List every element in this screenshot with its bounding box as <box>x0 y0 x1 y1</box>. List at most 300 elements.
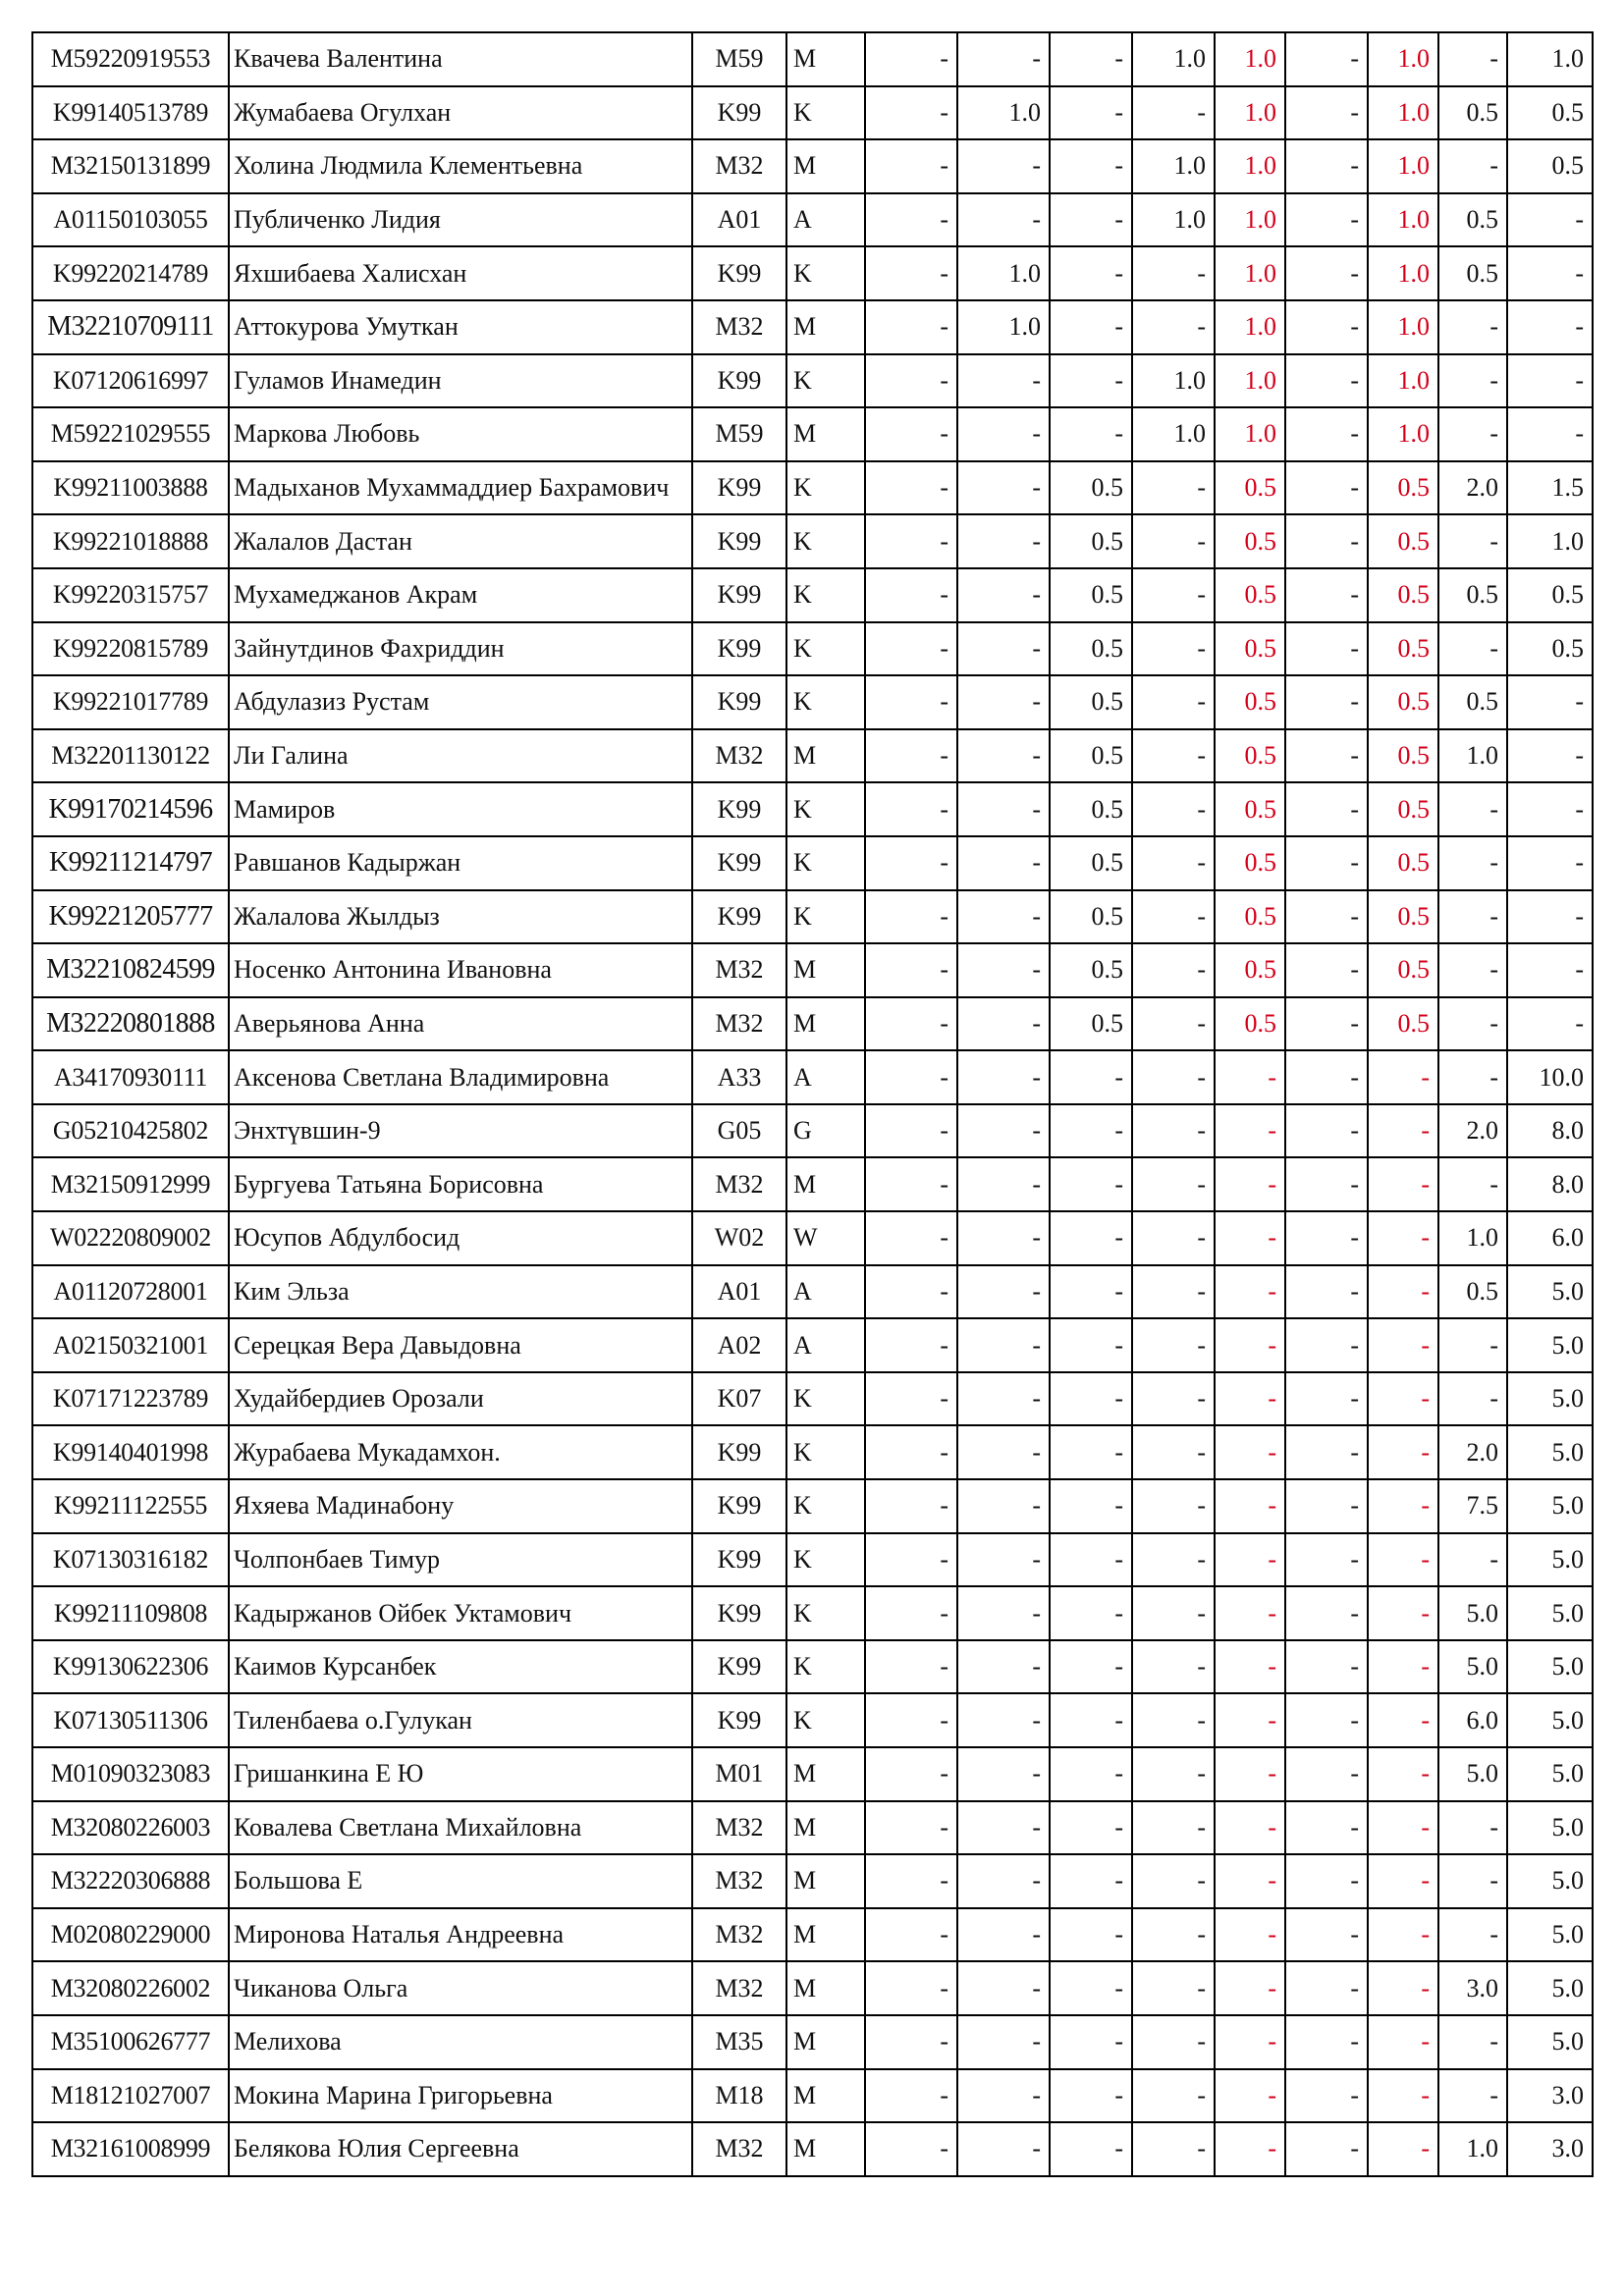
row-value-cell: - <box>1285 1533 1368 1587</box>
row-name-cell: Худайбердиев Орозали <box>229 1372 692 1426</box>
row-id-cell: K99140401998 <box>32 1425 229 1479</box>
row-id-cell: M32220801888 <box>32 997 229 1051</box>
row-value-cell: - <box>1438 1050 1507 1104</box>
row-value-cell: - <box>865 1801 957 1855</box>
row-value-cell: - <box>957 1318 1050 1372</box>
row-letter-cell: M <box>786 997 865 1051</box>
row-value-cell: - <box>1438 407 1507 461</box>
row-value-cell: - <box>1285 836 1368 890</box>
row-value-cell: 1.0 <box>957 86 1050 140</box>
row-value-cell: 8.0 <box>1507 1104 1593 1158</box>
table-row <box>32 1908 1593 1962</box>
row-value-cell: - <box>1438 1157 1507 1211</box>
row-value-cell: - <box>957 1104 1050 1158</box>
row-value-cell: - <box>1132 1533 1215 1587</box>
row-name-cell: Публиченко Лидия <box>229 193 692 247</box>
table-row <box>32 32 1593 86</box>
row-value-cell: - <box>1132 1640 1215 1694</box>
row-code-cell: K99 <box>692 568 786 622</box>
row-value-cell: - <box>957 675 1050 729</box>
row-value-cell: - <box>1215 1211 1285 1265</box>
row-value-cell: - <box>1132 300 1215 354</box>
row-letter-cell: M <box>786 2069 865 2123</box>
row-letter-cell: M <box>786 1854 865 1908</box>
row-letter-cell: M <box>786 2015 865 2069</box>
row-value-cell: - <box>1050 1425 1132 1479</box>
row-value-cell: - <box>1215 2122 1285 2176</box>
row-value-cell: - <box>1285 1747 1368 1801</box>
row-value-cell: 5.0 <box>1507 1640 1593 1694</box>
row-value-cell: - <box>1215 1908 1285 1962</box>
row-value-cell: - <box>1132 943 1215 997</box>
row-value-cell: - <box>1285 943 1368 997</box>
row-value-cell: - <box>1368 1318 1438 1372</box>
row-value-cell: - <box>1368 1372 1438 1426</box>
row-value-cell: 0.5 <box>1438 246 1507 300</box>
row-value-cell: 0.5 <box>1215 943 1285 997</box>
table-row <box>32 1372 1593 1426</box>
row-value-cell: - <box>1368 1104 1438 1158</box>
row-id-cell: K99221205777 <box>32 890 229 944</box>
row-value-cell: - <box>957 1693 1050 1747</box>
row-code-cell: M18 <box>692 2069 786 2123</box>
row-value-cell: - <box>957 139 1050 193</box>
row-value-cell: - <box>957 1372 1050 1426</box>
row-value-cell: - <box>1507 675 1593 729</box>
row-value-cell: - <box>865 2122 957 2176</box>
row-code-cell: K99 <box>692 836 786 890</box>
table-row <box>32 997 1593 1051</box>
row-name-cell: Серецкая Вера Давыдовна <box>229 1318 692 1372</box>
row-value-cell: - <box>957 193 1050 247</box>
row-value-cell: - <box>1132 890 1215 944</box>
row-code-cell: K99 <box>692 1693 786 1747</box>
row-value-cell: - <box>957 729 1050 783</box>
row-value-cell: - <box>1438 622 1507 676</box>
table-row <box>32 1157 1593 1211</box>
row-id-cell: W02220809002 <box>32 1211 229 1265</box>
row-value-cell: - <box>865 568 957 622</box>
row-value-cell: - <box>1132 675 1215 729</box>
row-name-cell: Квачева Валентина <box>229 32 692 86</box>
row-value-cell: - <box>1132 2015 1215 2069</box>
row-letter-cell: K <box>786 675 865 729</box>
row-value-cell: - <box>1050 1372 1132 1426</box>
row-value-cell: 2.0 <box>1438 461 1507 515</box>
table-row <box>32 1479 1593 1533</box>
row-value-cell: - <box>1215 1961 1285 2015</box>
row-value-cell: - <box>865 1961 957 2015</box>
row-letter-cell: K <box>786 568 865 622</box>
row-value-cell: - <box>1132 2122 1215 2176</box>
row-value-cell: 3.0 <box>1507 2122 1593 2176</box>
row-value-cell: 0.5 <box>1438 568 1507 622</box>
row-value-cell: 0.5 <box>1050 890 1132 944</box>
row-code-cell: K99 <box>692 1479 786 1533</box>
row-value-cell: - <box>1285 1854 1368 1908</box>
row-value-cell: - <box>1368 1425 1438 1479</box>
table-row <box>32 354 1593 408</box>
row-value-cell: - <box>865 1533 957 1587</box>
row-name-cell: Юсупов Абдулбосид <box>229 1211 692 1265</box>
row-value-cell: - <box>865 1050 957 1104</box>
row-value-cell: - <box>865 1479 957 1533</box>
row-value-cell: - <box>1050 193 1132 247</box>
table-row <box>32 2069 1593 2123</box>
row-value-cell: - <box>1215 1318 1285 1372</box>
row-value-cell: - <box>957 32 1050 86</box>
row-value-cell: - <box>1438 1908 1507 1962</box>
row-value-cell: - <box>1050 1747 1132 1801</box>
row-letter-cell: A <box>786 1050 865 1104</box>
table-row <box>32 568 1593 622</box>
row-value-cell: - <box>1050 2069 1132 2123</box>
row-value-cell: - <box>957 1533 1050 1587</box>
row-value-cell: - <box>957 514 1050 568</box>
row-value-cell: - <box>1215 1372 1285 1426</box>
row-value-cell: - <box>1050 139 1132 193</box>
table-row <box>32 1854 1593 1908</box>
row-value-cell: 1.0 <box>1507 514 1593 568</box>
row-value-cell: 1.0 <box>1215 32 1285 86</box>
table-row <box>32 1640 1593 1694</box>
row-value-cell: 0.5 <box>1215 461 1285 515</box>
row-value-cell: - <box>1285 890 1368 944</box>
row-id-cell: K99211214797 <box>32 836 229 890</box>
row-code-cell: M32 <box>692 1157 786 1211</box>
row-value-cell: - <box>957 622 1050 676</box>
row-value-cell: - <box>1368 2015 1438 2069</box>
row-value-cell: - <box>1132 1961 1215 2015</box>
table-row <box>32 890 1593 944</box>
row-value-cell: - <box>1132 1318 1215 1372</box>
row-value-cell: - <box>1438 1318 1507 1372</box>
row-value-cell: - <box>1050 1640 1132 1694</box>
row-value-cell: 0.5 <box>1438 1265 1507 1319</box>
row-code-cell: A33 <box>692 1050 786 1104</box>
row-value-cell: - <box>1132 1050 1215 1104</box>
row-letter-cell: K <box>786 1586 865 1640</box>
row-letter-cell: M <box>786 1747 865 1801</box>
row-name-cell: Мамиров <box>229 782 692 836</box>
row-value-cell: - <box>1215 1533 1285 1587</box>
row-value-cell: 0.5 <box>1368 890 1438 944</box>
row-value-cell: - <box>1438 1854 1507 1908</box>
row-value-cell: - <box>1132 1801 1215 1855</box>
row-value-cell: - <box>1050 1479 1132 1533</box>
row-value-cell: - <box>1438 514 1507 568</box>
row-value-cell: 0.5 <box>1050 782 1132 836</box>
row-value-cell: 5.0 <box>1507 1372 1593 1426</box>
row-value-cell: - <box>865 139 957 193</box>
row-value-cell: - <box>1285 246 1368 300</box>
row-value-cell: 1.0 <box>1215 193 1285 247</box>
row-value-cell: - <box>957 1265 1050 1319</box>
row-value-cell: - <box>1285 1372 1368 1426</box>
row-value-cell: - <box>1132 514 1215 568</box>
row-code-cell: K07 <box>692 1372 786 1426</box>
row-value-cell: - <box>957 782 1050 836</box>
row-id-cell: M02080229000 <box>32 1908 229 1962</box>
row-value-cell: - <box>1215 1265 1285 1319</box>
row-value-cell: - <box>1285 1318 1368 1372</box>
row-value-cell: - <box>865 1908 957 1962</box>
row-name-cell: Абдулазиз Рустам <box>229 675 692 729</box>
row-value-cell: - <box>1050 86 1132 140</box>
table-row <box>32 407 1593 461</box>
row-value-cell: - <box>1132 1854 1215 1908</box>
row-value-cell: 0.5 <box>1368 943 1438 997</box>
row-value-cell: - <box>1507 193 1593 247</box>
row-value-cell: - <box>1285 1908 1368 1962</box>
row-value-cell: 1.0 <box>1368 139 1438 193</box>
row-value-cell: - <box>1368 1747 1438 1801</box>
row-code-cell: K99 <box>692 890 786 944</box>
row-id-cell: K99221018888 <box>32 514 229 568</box>
row-code-cell: M32 <box>692 1961 786 2015</box>
row-value-cell: 0.5 <box>1215 514 1285 568</box>
row-value-cell: - <box>1368 1801 1438 1855</box>
table-row <box>32 1318 1593 1372</box>
row-value-cell: - <box>1132 461 1215 515</box>
row-name-cell: Белякова Юлия Сергеевна <box>229 2122 692 2176</box>
row-id-cell: M32210824599 <box>32 943 229 997</box>
row-value-cell: - <box>1285 1693 1368 1747</box>
row-value-cell: 5.0 <box>1507 1801 1593 1855</box>
row-value-cell: 6.0 <box>1438 1693 1507 1747</box>
row-id-cell: K07120616997 <box>32 354 229 408</box>
row-id-cell: M35100626777 <box>32 2015 229 2069</box>
table-row <box>32 1533 1593 1587</box>
row-value-cell: - <box>1050 1854 1132 1908</box>
row-letter-cell: M <box>786 2122 865 2176</box>
row-value-cell: - <box>1132 246 1215 300</box>
row-value-cell: - <box>1050 1211 1132 1265</box>
row-value-cell: - <box>957 890 1050 944</box>
row-value-cell: - <box>957 354 1050 408</box>
table-row <box>32 836 1593 890</box>
row-value-cell: 1.5 <box>1507 461 1593 515</box>
table-row <box>32 1586 1593 1640</box>
row-value-cell: - <box>865 354 957 408</box>
row-value-cell: 1.0 <box>1215 139 1285 193</box>
row-value-cell: - <box>1132 1211 1215 1265</box>
row-value-cell: - <box>865 943 957 997</box>
row-value-cell: 0.5 <box>1215 997 1285 1051</box>
row-value-cell: 5.0 <box>1438 1586 1507 1640</box>
row-id-cell: M32080226002 <box>32 1961 229 2015</box>
row-letter-cell: M <box>786 139 865 193</box>
row-value-cell: - <box>1050 1586 1132 1640</box>
row-value-cell: - <box>865 2015 957 2069</box>
row-value-cell: - <box>1132 622 1215 676</box>
row-value-cell: - <box>865 1586 957 1640</box>
row-value-cell: 1.0 <box>1438 729 1507 783</box>
row-value-cell: - <box>1215 1640 1285 1694</box>
row-value-cell: - <box>1050 1265 1132 1319</box>
row-name-cell: Холина Людмила Клементьевна <box>229 139 692 193</box>
row-letter-cell: M <box>786 407 865 461</box>
row-value-cell: - <box>865 1318 957 1372</box>
row-value-cell: - <box>1285 729 1368 783</box>
row-letter-cell: M <box>786 729 865 783</box>
row-value-cell: - <box>865 461 957 515</box>
row-value-cell: - <box>1132 1908 1215 1962</box>
row-name-cell: Чолпонбаев Тимур <box>229 1533 692 1587</box>
row-value-cell: 1.0 <box>1215 86 1285 140</box>
row-value-cell: - <box>1368 1693 1438 1747</box>
row-id-cell: K99221017789 <box>32 675 229 729</box>
row-letter-cell: K <box>786 1640 865 1694</box>
row-value-cell: - <box>1438 782 1507 836</box>
row-letter-cell: K <box>786 1693 865 1747</box>
row-value-cell: 1.0 <box>1368 246 1438 300</box>
row-value-cell: - <box>957 1854 1050 1908</box>
row-value-cell: - <box>1215 1479 1285 1533</box>
row-value-cell: - <box>1132 782 1215 836</box>
row-value-cell: - <box>1368 1050 1438 1104</box>
row-value-cell: - <box>1368 1211 1438 1265</box>
row-code-cell: M32 <box>692 943 786 997</box>
row-code-cell: W02 <box>692 1211 786 1265</box>
row-name-cell: Яхшибаева Халисхан <box>229 246 692 300</box>
row-value-cell: - <box>1368 1265 1438 1319</box>
row-value-cell: - <box>1368 1479 1438 1533</box>
row-value-cell: - <box>957 1479 1050 1533</box>
row-name-cell: Зайнутдинов Фахриддин <box>229 622 692 676</box>
row-value-cell: 3.0 <box>1507 2069 1593 2123</box>
row-value-cell: - <box>957 1801 1050 1855</box>
row-value-cell: 1.0 <box>1132 354 1215 408</box>
row-name-cell: Большова Е <box>229 1854 692 1908</box>
row-value-cell: - <box>1368 1961 1438 2015</box>
row-letter-cell: M <box>786 943 865 997</box>
row-value-cell: - <box>957 836 1050 890</box>
row-value-cell: - <box>1050 2122 1132 2176</box>
row-value-cell: - <box>1215 1586 1285 1640</box>
row-value-cell: 1.0 <box>1368 193 1438 247</box>
row-value-cell: - <box>957 407 1050 461</box>
row-value-cell: - <box>1438 2015 1507 2069</box>
row-code-cell: M01 <box>692 1747 786 1801</box>
row-value-cell: 1.0 <box>1132 193 1215 247</box>
row-value-cell: - <box>865 782 957 836</box>
row-value-cell: - <box>1507 836 1593 890</box>
row-value-cell: - <box>957 1211 1050 1265</box>
row-letter-cell: K <box>786 1479 865 1533</box>
row-value-cell: - <box>1368 1586 1438 1640</box>
table-row <box>32 246 1593 300</box>
row-code-cell: M32 <box>692 1801 786 1855</box>
row-id-cell: M18121027007 <box>32 2069 229 2123</box>
row-value-cell: - <box>1215 1425 1285 1479</box>
row-value-cell: - <box>865 2069 957 2123</box>
row-letter-cell: G <box>786 1104 865 1158</box>
row-code-cell: K99 <box>692 246 786 300</box>
row-id-cell: K07171223789 <box>32 1372 229 1426</box>
row-value-cell: - <box>1132 729 1215 783</box>
row-code-cell: M32 <box>692 300 786 354</box>
row-value-cell: 0.5 <box>1368 782 1438 836</box>
row-value-cell: - <box>1215 1104 1285 1158</box>
row-value-cell: 0.5 <box>1368 675 1438 729</box>
row-value-cell: 8.0 <box>1507 1157 1593 1211</box>
row-value-cell: - <box>865 1372 957 1426</box>
row-value-cell: - <box>1368 2069 1438 2123</box>
table-row <box>32 1961 1593 2015</box>
row-letter-cell: A <box>786 1318 865 1372</box>
row-value-cell: - <box>1285 2122 1368 2176</box>
row-value-cell: 0.5 <box>1507 86 1593 140</box>
row-value-cell: 1.0 <box>1438 1211 1507 1265</box>
row-value-cell: - <box>1285 675 1368 729</box>
row-name-cell: Мадыханов Мухаммаддиер Бахрамович <box>229 461 692 515</box>
row-value-cell: - <box>1285 86 1368 140</box>
row-name-cell: Ким Эльза <box>229 1265 692 1319</box>
row-value-cell: - <box>1132 1693 1215 1747</box>
table-row <box>32 1211 1593 1265</box>
row-value-cell: - <box>1368 1854 1438 1908</box>
row-value-cell: - <box>865 1211 957 1265</box>
row-value-cell: - <box>1285 1640 1368 1694</box>
row-value-cell: - <box>1285 2015 1368 2069</box>
row-value-cell: - <box>865 1693 957 1747</box>
row-value-cell: - <box>957 1157 1050 1211</box>
row-name-cell: Мокина Марина Григорьевна <box>229 2069 692 2123</box>
row-value-cell: 5.0 <box>1507 1854 1593 1908</box>
row-value-cell: 0.5 <box>1215 568 1285 622</box>
row-value-cell: - <box>1368 1908 1438 1962</box>
row-code-cell: G05 <box>692 1104 786 1158</box>
row-value-cell: 0.5 <box>1368 729 1438 783</box>
row-value-cell: 5.0 <box>1507 1425 1593 1479</box>
row-value-cell: - <box>1507 407 1593 461</box>
row-value-cell: - <box>1285 1050 1368 1104</box>
row-code-cell: K99 <box>692 1425 786 1479</box>
row-name-cell: Миронова Наталья Андреевна <box>229 1908 692 1962</box>
row-code-cell: K99 <box>692 354 786 408</box>
row-value-cell: - <box>865 1640 957 1694</box>
row-value-cell: - <box>1285 1961 1368 2015</box>
row-value-cell: 0.5 <box>1438 675 1507 729</box>
row-value-cell: - <box>865 86 957 140</box>
row-value-cell: - <box>1285 407 1368 461</box>
row-id-cell: A02150321001 <box>32 1318 229 1372</box>
row-value-cell: 0.5 <box>1368 622 1438 676</box>
row-name-cell: Ли Галина <box>229 729 692 783</box>
row-value-cell: - <box>865 675 957 729</box>
row-value-cell: - <box>1050 1533 1132 1587</box>
row-name-cell: Бургуева Татьяна Борисовна <box>229 1157 692 1211</box>
row-code-cell: K99 <box>692 514 786 568</box>
row-id-cell: M32080226003 <box>32 1801 229 1855</box>
row-value-cell: - <box>1285 1425 1368 1479</box>
table-row <box>32 139 1593 193</box>
row-letter-cell: K <box>786 86 865 140</box>
row-value-cell: - <box>1285 997 1368 1051</box>
row-name-cell: Чиканова Ольга <box>229 1961 692 2015</box>
row-value-cell: - <box>1050 1104 1132 1158</box>
row-value-cell: - <box>1215 1747 1285 1801</box>
row-value-cell: - <box>865 1104 957 1158</box>
results-table <box>31 31 1594 2177</box>
row-value-cell: 2.0 <box>1438 1104 1507 1158</box>
row-value-cell: - <box>1215 1693 1285 1747</box>
row-letter-cell: K <box>786 1372 865 1426</box>
row-value-cell: 7.5 <box>1438 1479 1507 1533</box>
row-value-cell: - <box>1438 300 1507 354</box>
row-value-cell: - <box>1050 354 1132 408</box>
